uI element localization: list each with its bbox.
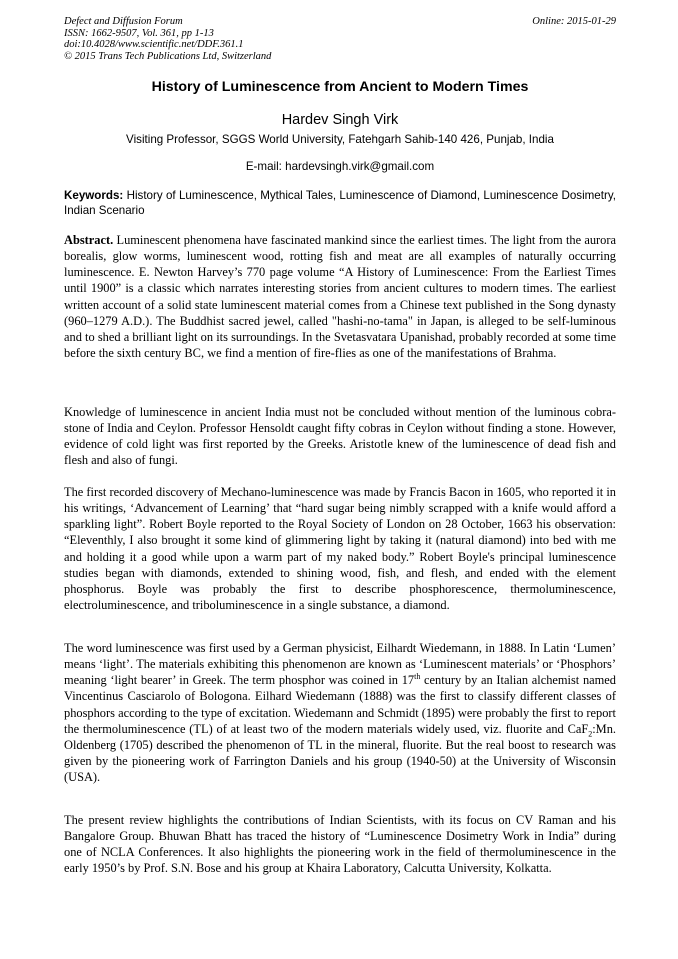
body-paragraph-2: Knowledge of luminescence in ancient India must not be concluded without mention of the luminous cobra-stone of India and Ceylon. Professor Hensoldt caught fifty cobras in Ceylon without finding a stone. However, evidence of cold light was first reported by the Greeks. Aristotle knew of the luminescence of dead fish and flesh and also of fungi. — [64, 405, 616, 468]
author-email — [64, 160, 616, 173]
body-paragraph-5: The present review highlights the contributions of Indian Scientists, with its focus on CV Raman and his Bangalore Group. Bhuwan Bhatt has traced the history of “Luminescence Dosimetry Work in India” during one of NCLA Conferences. It also highlights the pioneering work in the field of thermoluminescence in the early 1950’s by Prof. S.N. Bose and his group at Khaira Laboratory, Calcutta University, Kolkatta. — [64, 813, 616, 876]
journal-issn: ISSN: 1662-9507, Vol. 361, pp 1-13 — [64, 27, 214, 39]
email-label: E-mail: — [245, 160, 282, 173]
keywords-text: History of Luminescence, Mythical Tales, Luminescence of Diamond, Luminescence Dosimetry, Indian Scenario — [64, 189, 616, 217]
author-name: Hardev Singh Virk — [281, 112, 399, 128]
online-date: Online: 2015-01-29 — [532, 16, 616, 27]
paper-title: History of Luminescence from Ancient to Modern Times — [151, 79, 529, 95]
para4-subscript: 2 — [588, 729, 593, 739]
journal-copyright: © 2015 Trans Tech Publications Ltd, Switzerland — [64, 50, 272, 62]
journal-doi: doi:10.4028/www.scientific.net/DDF.361.1 — [64, 39, 244, 51]
abstract-paragraph — [64, 232, 616, 361]
journal-header — [64, 16, 616, 62]
para4-part-b: century by an Italian alchemist named Vincentinus Casciarolo of Bologona. Eilhard Wiedemann (1888) was the first to classify different classes of phosphors according to the type of excitation. Wiedemann and Schmidt (1895) were probably the first to report the thermoluminescence (TL) of at least two of the modern materials widely used, viz. fluorite and CaF — [64, 673, 616, 736]
para4-superscript: th — [414, 672, 421, 682]
author-affiliation: Visiting Professor, SGGS World University, Fatehgarh Sahib-140 426, Punjab, India — [126, 133, 554, 146]
keywords-label: Keywords: — [64, 189, 124, 202]
journal-name: Defect and Diffusion Forum — [64, 16, 183, 27]
keywords — [64, 189, 616, 218]
abstract-text: Luminescent phenomena have fascinated mankind since the earliest times. The light from the aurora borealis, glow worms, luminescent wood, rotting fish and meat are all examples of naturally occurring luminescence. E. Newton Harvey’s 770 page volume “A History of Luminescence: From the Earliest Times until 1900” is a classic which narrates interesting stories from ancient cultures to modern times. The earliest written account of a solid state luminescent material comes from a Chinese text published in the Song dynasty (960–1279 A.D.). The Buddhist sacred jewel, called "hashi-no-tama" in Japan, is alleged to be self-luminous and to shed a brilliant light on its surroundings. In the Svetasvatara Upanishad, probably recorded at some time before the sixth century BC, we find a mention of fire-flies as one of the manifestations of Brahma. — [64, 233, 616, 361]
para4-part-c: :Mn. Oldenberg (1705) described the phenomenon of TL in the mineral, fluorite. But the real boost to research was given by the pioneering work of Farrington Daniels and his group (1940-50) at the University of Wisconsin (USA). — [64, 721, 616, 785]
body-paragraph-3: The first recorded discovery of Mechano-luminescence was made by Francis Bacon in 1605, who reported it in his writings, ‘Advancement of Learning’ that “hard sugar being nimbly scrapped with a knife would afford a sparkling light”. Robert Boyle reported to the Royal Society of London on 28 October, 1663 his observation: “Eleventhly, I also brought it some kind of glimmering light by taking it (natural diamond) into bed with me and holding it a good while upon a warm part of my naked body.” Robert Boyle's principal luminescence studies began with diamonds, extended to shining wood, fish, and flesh, and ended with the element phosphorus. Boyle was probably the first to describe phosphorescence, thermoluminescence, electroluminescence, and triboluminescence in a single substance, a diamond. — [64, 485, 616, 613]
body-paragraph-4 — [64, 640, 616, 785]
email-address: hardevsingh.virk@gmail.com — [285, 160, 435, 173]
abstract-label: Abstract. — [64, 233, 114, 247]
para4-part-a: The word luminescence was first used by a German physicist, Eilhardt Wiedemann, in 1888. In Latin ‘Lumen’ means ‘light’. The materials exhibiting this phenomenon are known as ‘Luminescent materials’ or ‘Phosphors’ meaning ‘light bearer’ in Greek. The term phosphor was coined in 17 — [64, 641, 616, 688]
